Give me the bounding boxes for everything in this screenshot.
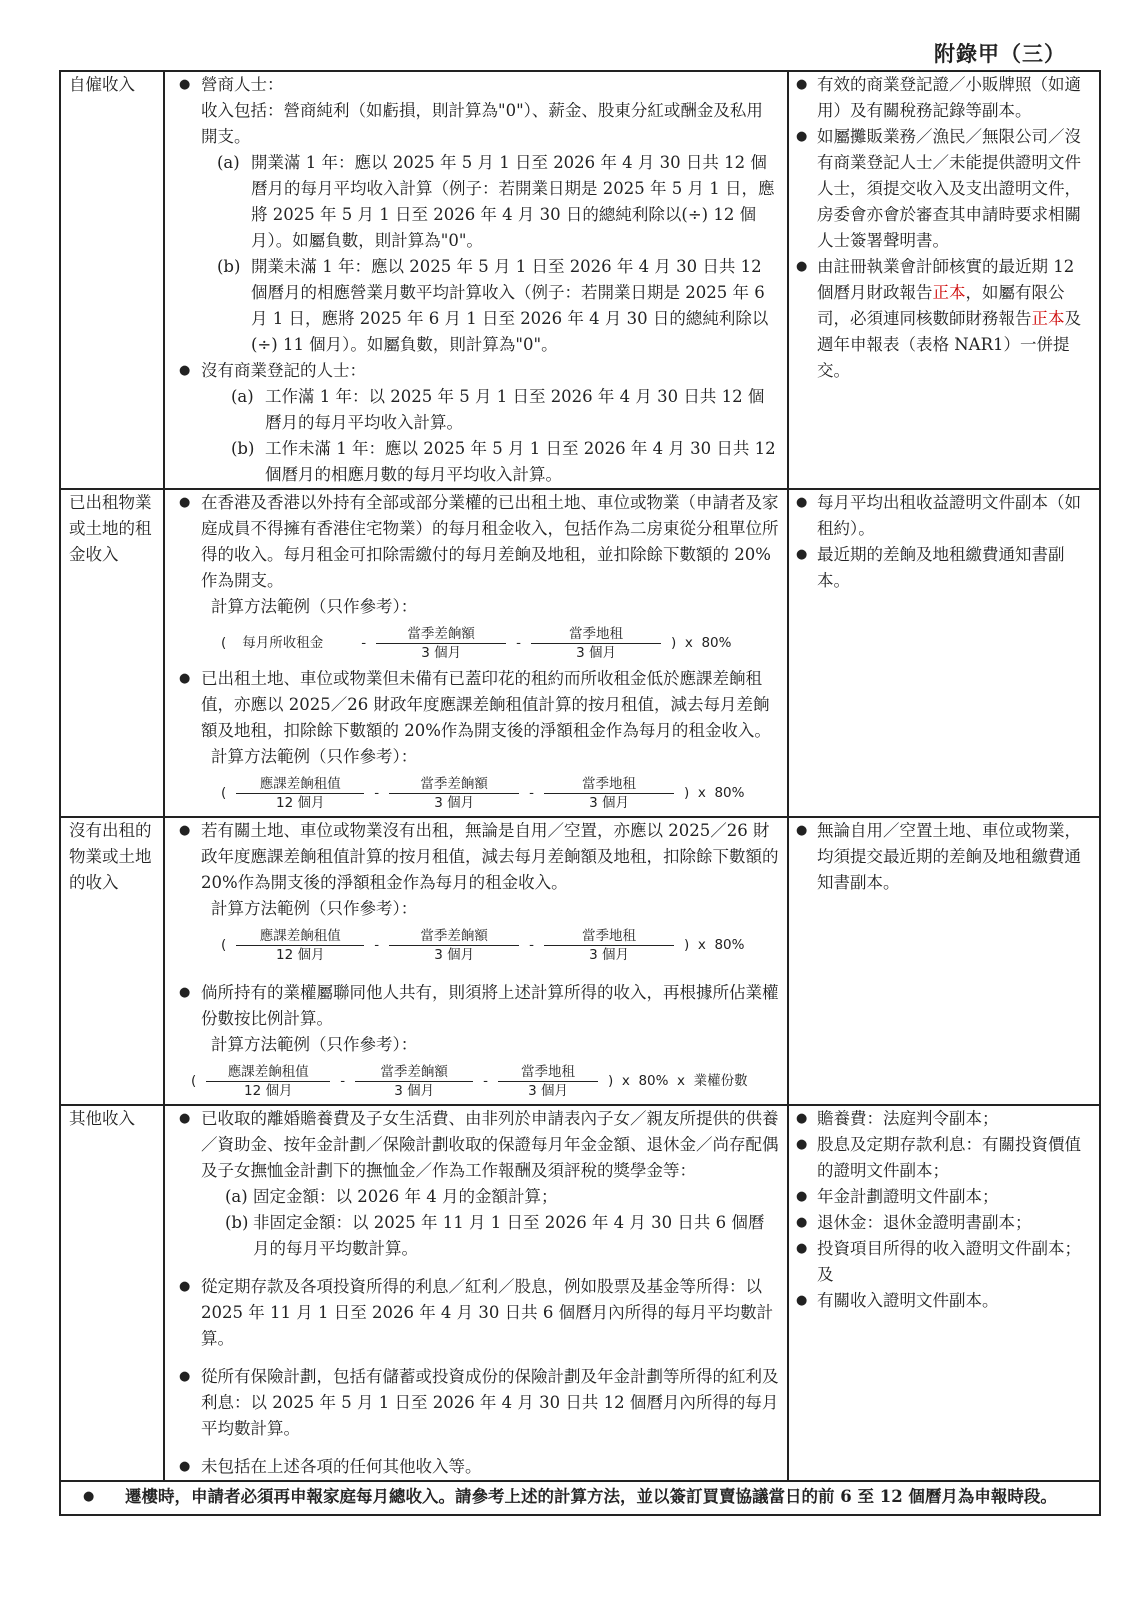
category-cell: 其他收入 [60,1105,164,1481]
calc-example-label: 計算方法範例（只作參考）： [211,1035,418,1054]
original-copy-highlight: 正本 [1031,309,1065,328]
formula-close: ) x 80% [671,635,732,651]
fraction-numerator: 應課差餉租值 [206,1063,330,1082]
sub-item-label: (b) [225,1213,249,1232]
fraction-denominator: 3 個月 [589,946,629,963]
bullet-item: ● 已出租土地、車位或物業但未備有已蓋印花的租約而所收租金低於應課差餉租值，亦應以 2025／26 財政年度應課差餉租值計算的按月租值，減去每月差餉額及地租，扣除餘下數額的 20%作為開支後的淨額租金作為每月的租金收入。 [175,666,779,744]
formula-fraction [544,927,674,964]
fraction-denominator: 12 個月 [276,794,325,811]
fraction-denominator: 3 個月 [434,946,475,963]
document-text: ，如屬有限公司，必須連同核數師財務報告 [817,283,1065,328]
bullet-item: ● 倘所持有的業權屬聯同他人共有，則須將上述計算所得的收入，再根據所佔業權份數按比例計算。 [175,980,779,1032]
description-cell [164,1105,788,1481]
footer-note: ● 遷樓時，申請者必須再申報家庭每月總收入。請參考上述的計算方法，並以簽訂買賣協議當日的前 6 至 12 個曆月為申報時段。 [75,1484,1089,1510]
fraction-denominator: 3 個月 [576,644,616,661]
formula-fraction [531,625,661,662]
documents-cell [788,1105,1100,1481]
table-row [60,1105,1100,1481]
formula-minus: - [529,785,535,801]
fraction-numerator: 當季差餉額 [389,927,519,946]
fraction-numerator: 當季地租 [544,775,674,794]
description-cell [164,817,788,1105]
formula-fraction [498,1063,598,1100]
bullet-item: ● 在香港及香港以外持有全部或部分業權的已出租土地、車位或物業（申請者及家庭成員不得擁有香港住宅物業）的每月租金收入，包括作為二房東從分租單位所得的收入。每月租金可扣除需繳付的每月差餉及地租，並扣除餘下數額的 20%作為開支。 [175,490,779,594]
table-row [60,817,1100,1105]
table-row [60,71,1100,489]
formula-fraction [236,775,364,812]
sub-item [175,384,779,436]
bullet-item: ● 已收取的離婚贍養費及子女生活費、由非列於申請表內子女／親友所提供的供養／資助金、按年金計劃／保險計劃收取的保證每月年金金額、退休金／尚存配偶及子女撫恤金計劃下的撫恤金／作為工作報酬及須評稅的獎學金等： [175,1106,779,1184]
formula-close: ) x 80% x 業權份數 [608,1073,748,1089]
fraction-denominator: 12 個月 [276,946,325,963]
formula-fraction [389,775,519,812]
document-item: ● 退休金：退休金證明書副本； [795,1210,1093,1236]
bullet-item: ● 未包括在上述各項的任何其他收入等。 [175,1454,779,1480]
formula [175,620,779,666]
fraction-numerator: 當季差餉額 [389,775,519,794]
formula-close: ) x 80% [684,785,745,801]
sub-item-text: 工作滿 1 年：以 2025 年 5 月 1 日至 2026 年 4 月 30 日共 12 個曆月的每月平均收入計算。 [265,387,765,432]
formula-fraction [355,1063,473,1100]
description-cell [164,489,788,817]
income-table [59,70,1101,1516]
formula-fraction [376,625,506,662]
table-row [60,489,1100,817]
fraction-numerator: 應課差餉租值 [236,775,364,794]
document-item: ● 如屬攤販業務／漁民／無限公司／沒有商業登記人士／未能提供證明文件人士，須提交收入及支出證明文件，房委會亦會於審查其申請時要求相關人士簽署聲明書。 [795,124,1093,254]
fraction-numerator: 當季差餉額 [376,625,506,644]
sub-item-text: 工作未滿 1 年：應以 2025 年 5 月 1 日至 2026 年 4 月 30 日共 12 個曆月的相應月數的每月平均收入計算。 [265,439,776,484]
fraction-numerator: 當季地租 [498,1063,598,1082]
bullet-item [175,358,779,384]
document-item: ● 股息及定期存款利息：有關投資價值的證明文件副本； [795,1132,1093,1184]
document-item: ● 無論自用／空置土地、車位或物業，均須提交最近期的差餉及地租繳費通知書副本。 [795,818,1093,896]
formula-fraction [206,1063,330,1100]
fraction-denominator: 12 個月 [244,1082,293,1099]
appendix-label: 附錄甲（三） [934,41,1066,66]
bullet-title: ● 營商人士： [201,75,284,94]
sub-item-label: (b) [217,257,241,276]
formula [175,1058,779,1104]
fraction-denominator: 3 個月 [421,644,462,661]
calc-example-label: 計算方法範例（只作參考）： [211,747,418,766]
formula-minus: - [529,937,535,953]
sub-item-label: (a) [217,153,240,172]
formula-fraction [389,927,519,964]
formula-minus: - [374,785,380,801]
document-text: 由註冊執業會計師核實的最近期 12 個曆月財政報告 [817,257,1075,302]
fraction-denominator: 3 個月 [589,794,629,811]
fraction-numerator: 當季地租 [531,625,661,644]
fraction-numerator: 應課差餉租值 [236,927,364,946]
document-text: 及週年申報表（表格 NAR1）一併提交。 [817,309,1081,380]
bullet-text: 收入包括：營商純利（如虧損，則計算為"0"）、薪金、股東分紅或酬金及私用開支。 [201,101,763,146]
sub-item [175,1184,779,1210]
document-item: ● 贍養費：法庭判令副本； [795,1106,1093,1132]
calc-example-label: 計算方法範例（只作參考）： [211,899,418,918]
document-item: ● 有關收入證明文件副本。 [795,1288,1093,1314]
original-copy-highlight: 正本 [932,283,966,302]
document-item: ● 年金計劃證明文件副本； [795,1184,1093,1210]
bullet-item: ● 若有關土地、車位或物業沒有出租，無論是自用／空置，亦應以 2025／26 財政年度應課差餉租值計算的按月租值，減去每月差餉額及地租，扣除餘下數額的 20%作為開支後的淨額租金作為每月的租金收入。 [175,818,779,896]
sub-item [175,254,779,358]
fraction-denominator: 3 個月 [528,1082,568,1099]
footer-note-cell [60,1481,1100,1515]
sub-item [175,1210,779,1262]
document-item: ● 每月平均出租收益證明文件副本（如租約）。 [795,490,1093,542]
description-cell [164,71,788,489]
document-item [795,254,1093,384]
fraction-numerator: 當季差餉額 [355,1063,473,1082]
sub-item-label: (a) [225,1187,248,1206]
bullet-item [175,72,779,150]
document-item: ● 最近期的差餉及地租繳費通知書副本。 [795,542,1093,594]
formula-minus: - [516,635,522,651]
document-item: ● 有效的商業登記證／小販牌照（如適用）及有關稅務記錄等副本。 [795,72,1093,124]
sub-item-text: 開業未滿 1 年：應以 2025 年 5 月 1 日至 2026 年 4 月 30 日共 12 個曆月的相應營業月數平均計算收入（例子：若開業日期是 2025 年 6 月 1 日，應將 2025 年 6 月 1 日至 2026 年 4 月 30 日的總純利除以(÷) 11 個月）。如屬負數，則計算為"0"。 [251,257,769,354]
sub-item-text: 固定金額：以 2026 年 4 月的金額計算； [253,1187,558,1206]
sub-item-text: 開業滿 1 年：應以 2025 年 5 月 1 日至 2026 年 4 月 30 日共 12 個曆月的每月平均收入計算（例子：若開業日期是 2025 年 5 月 1 日，應將 2025 年 5 月 1 日至 2026 年 4 月 30 日的總純利除以(÷) 12 個月）。如屬負數，則計算為"0"。 [251,153,775,250]
sub-item [175,436,779,488]
bullet-item: ● 從所有保險計劃，包括有儲蓄或投資成份的保險計劃及年金計劃等所得的紅利及利息：以 2025 年 5 月 1 日至 2026 年 4 月 30 日共 12 個曆月內所得的每月平均數計算。 [175,1364,779,1442]
documents-cell [788,489,1100,817]
formula-open-paren: ( [191,1073,197,1089]
formula-minus: - [340,1073,346,1089]
formula-open-paren: ( [221,937,227,953]
documents-cell [788,817,1100,1105]
bullet-title: ● 沒有商業登記的人士： [201,361,366,380]
bullet-item: ● 從定期存款及各項投資所得的利息／紅利／股息，例如股票及基金等所得：以 2025 年 11 月 1 日至 2026 年 4 月 30 日共 6 個曆月內所得的每月平均數計算。 [175,1274,779,1352]
fraction-denominator: 3 個月 [434,794,475,811]
formula-minus: - [374,937,380,953]
sub-item-label: (a) [231,387,254,406]
formula-fraction [544,775,674,812]
formula-open-paren: ( [221,635,227,651]
sub-item-label: (b) [231,439,255,458]
category-cell: 已出租物業或土地的租金收入 [60,489,164,817]
formula-close: ) x 80% [684,937,745,953]
category-cell: 自僱收入 [60,71,164,489]
documents-cell [788,71,1100,489]
sub-item [175,150,779,254]
formula [175,922,779,968]
formula-fraction [236,927,364,964]
formula-minus: - [361,635,367,651]
fraction-numerator: 當季地租 [544,927,674,946]
document-item: ● 投資項目所得的收入證明文件副本；及 [795,1236,1093,1288]
formula-open-paren: ( [221,785,227,801]
calc-example-label: 計算方法範例（只作參考）： [211,597,418,616]
formula-minus: - [483,1073,489,1089]
formula [175,770,779,816]
category-cell: 沒有出租的物業或土地的收入 [60,817,164,1105]
fraction-denominator: 3 個月 [394,1082,435,1099]
footer-row [60,1481,1100,1515]
sub-item-text: 非固定金額：以 2025 年 11 月 1 日至 2026 年 4 月 30 日共 6 個曆月的每月平均數計算。 [253,1213,765,1258]
formula-term: 每月所收租金 [242,635,324,651]
